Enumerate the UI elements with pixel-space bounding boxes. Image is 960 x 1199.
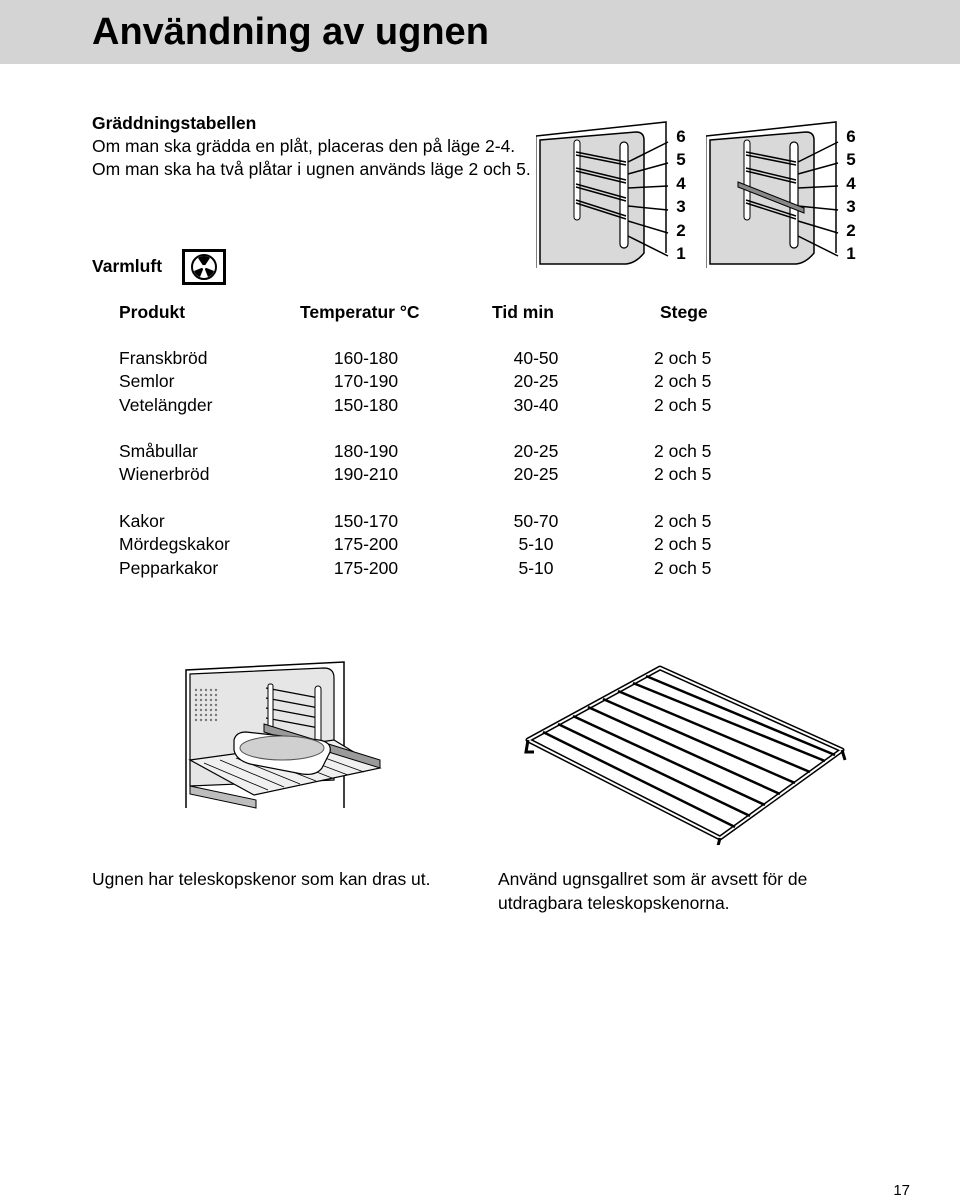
table-group-2-times [500, 440, 572, 487]
table-group-2-racks [654, 440, 711, 487]
table-cell: Semlor [119, 371, 175, 392]
table-cell: 175-200 [333, 534, 399, 555]
oven-grid-illustration [520, 660, 850, 845]
table-cell: 30-40 [513, 394, 559, 415]
table-group-1-times [500, 347, 572, 417]
shelf-number: 5 [676, 150, 686, 170]
caption-telescopic-rails: Ugnen har teleskopskenor som kan dras ut. [92, 869, 431, 889]
table-cell: 170-190 [333, 371, 399, 392]
table-cell: 50-70 [513, 511, 559, 531]
varmluft-label: Varmluft [92, 256, 163, 276]
page-title: Användning av ugnen [92, 11, 489, 53]
shelf-number: 3 [676, 197, 686, 217]
table-cell: Småbullar [119, 441, 198, 461]
caption-oven-grid: Använd ugnsgallret som är avsett för de utdragbara teleskopskenorna. [498, 869, 808, 913]
table-cell: 190-210 [333, 464, 399, 485]
table-cell: 20-25 [513, 464, 559, 485]
table-cell: Mördegskakor [119, 534, 230, 555]
table-cell: 20-25 [513, 441, 559, 461]
page-number: 17 [893, 1182, 910, 1199]
table-header-rack: Stege [660, 302, 708, 322]
table-group-3-times [500, 510, 572, 580]
intro-section [92, 112, 532, 181]
table-group-1-racks [654, 347, 711, 417]
shelf-number: 3 [846, 197, 856, 217]
table-cell: 175-200 [333, 557, 399, 578]
table-group-1-temps [330, 347, 402, 417]
table-header-product: Produkt [119, 302, 186, 322]
oven-telescopic-illustration [184, 660, 384, 812]
table-cell: Kakor [119, 511, 165, 531]
table-group-3-racks [654, 510, 711, 580]
table-cell: 20-25 [513, 371, 559, 392]
table-cell: Franskbröd [119, 348, 208, 368]
table-group-3-products [119, 510, 230, 580]
table-group-2-temps [330, 440, 402, 487]
table-header-time: Tid min [492, 302, 554, 322]
table-cell: 150-170 [333, 511, 399, 531]
table-group-1-products [119, 347, 212, 417]
intro-heading: Gräddningstabellen [92, 113, 257, 133]
table-cell: 2 och 5 [654, 371, 712, 392]
shelf-number: 1 [676, 243, 686, 263]
table-cell: 2 och 5 [654, 394, 712, 415]
table-cell: 40-50 [513, 348, 559, 368]
shelf-number: 1 [846, 243, 856, 263]
shelf-number: 4 [676, 173, 686, 193]
shelf-number: 4 [846, 173, 856, 193]
table-cell: 180-190 [333, 441, 399, 461]
table-header-temperature: Temperatur °C [300, 302, 420, 322]
table-cell: 150-180 [333, 394, 399, 415]
table-cell: Vetelängder [119, 394, 213, 415]
table-cell: 2 och 5 [654, 511, 712, 531]
table-cell: 2 och 5 [654, 464, 712, 485]
table-cell: Wienerbröd [119, 464, 210, 485]
table-cell: 2 och 5 [654, 557, 712, 578]
shelf-numbers-diagram-1 [671, 125, 691, 265]
shelf-number: 6 [676, 127, 686, 146]
shelf-numbers-diagram-2 [841, 125, 861, 265]
table-group-3-temps [330, 510, 402, 580]
table-cell: 2 och 5 [654, 534, 712, 555]
table-cell: 2 och 5 [654, 348, 712, 368]
shelf-number: 6 [846, 127, 856, 146]
shelf-number: 2 [846, 220, 856, 240]
shelf-number: 2 [676, 220, 686, 240]
table-group-2-products [119, 440, 209, 487]
table-cell: 2 och 5 [654, 441, 712, 461]
fan-icon [182, 249, 226, 285]
table-cell: 5-10 [518, 534, 554, 555]
intro-text: Om man ska grädda en plåt, placeras den på läge 2-4. Om man ska ha två plåtar i ugnen används läge 2 och 5. [92, 136, 531, 179]
table-cell: 160-180 [333, 348, 399, 368]
shelf-number: 5 [846, 150, 856, 170]
table-cell: 5-10 [518, 557, 554, 578]
table-cell: Pepparkakor [119, 557, 219, 578]
